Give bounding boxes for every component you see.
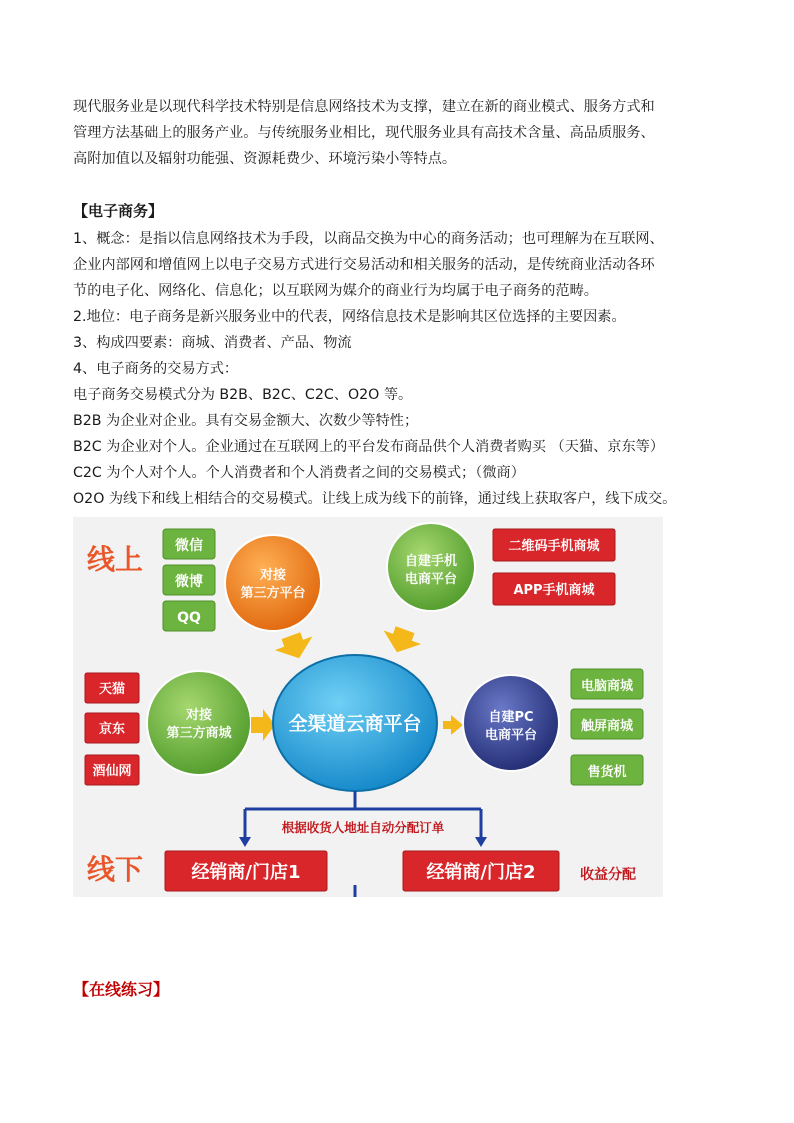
mobile-mall-app [493, 573, 615, 605]
dispatch-label: 根据收货人地址自动分配订单 [281, 820, 445, 835]
body-line: 4、电子商务的交易方式： [73, 361, 239, 377]
circle-label: 电商平台 [484, 728, 538, 743]
body-line: 电子商务交易模式分为 B2B、B2C、C2C、O2O 等。 [73, 387, 413, 403]
social-channel-qq [163, 601, 215, 631]
arrow-down-icon [272, 629, 318, 665]
mall-label: 二维码手机商城 [508, 539, 600, 554]
intro-line: 现代服务业是以现代科学技术特别是信息网络技术为支撑，建立在新的商业模式、服务方式和 [73, 99, 655, 115]
mobile-mall-qrcode [493, 529, 615, 561]
revenue-label: 收益分配 [580, 867, 636, 883]
social-channel-wechat [163, 529, 215, 559]
store-label: 经销商/门店2 [426, 862, 536, 883]
body-line: B2B 为企业对企业。具有交易金额大、次数少等特性； [73, 413, 419, 429]
channel-label: 电脑商城 [580, 679, 634, 694]
circle-label: 第三方平台 [240, 586, 306, 601]
pc-channel-touch-mall [571, 709, 643, 739]
section-title-practice: 【在线练习】 [73, 980, 170, 999]
third-mall-tmall [85, 673, 139, 703]
self-pc-platform-circle [463, 675, 559, 771]
arrow-down-icon [378, 623, 424, 659]
circle-label: 自建PC [488, 710, 534, 725]
pc-channel-desktop-mall [571, 669, 643, 699]
self-mobile-platform-circle [387, 523, 475, 611]
circle-label: 电商平台 [404, 572, 458, 587]
arrow-right-icon [251, 709, 275, 741]
third-mall-jiuxian [85, 755, 139, 785]
pc-channel-vending-machine [571, 755, 643, 785]
omnichannel-cloud-platform [273, 655, 437, 791]
mall-label: 酒仙网 [92, 764, 132, 779]
circle-label: 自建手机 [404, 554, 458, 569]
store-label: 经销商/门店1 [191, 862, 301, 883]
store-box-1 [165, 851, 327, 891]
intro-line: 管理方法基础上的服务产业。与传统服务业相比，现代服务业具有高技术含量、高品质服务、 [73, 125, 655, 141]
social-channel-weibo [163, 565, 215, 595]
store-box-2 [403, 851, 559, 891]
diagram-canvas [73, 517, 663, 897]
body-line: B2C 为企业对个人。企业通过在互联网上的平台发布商品供个人消费者购买 （天猫、京东等） [73, 439, 665, 455]
body-line: C2C 为个人对个人。个人消费者和个人消费者之间的交易模式；（微商） [73, 465, 525, 481]
body-line: 企业内部网和增值网上以电子交易方式进行交易活动和相关服务的活动，是传统商业活动各环 [73, 257, 655, 273]
ecommerce-body [73, 226, 733, 512]
channel-label: 触屏商城 [580, 719, 634, 734]
channel-label: 售货机 [587, 765, 627, 780]
mall-label: APP手机商城 [513, 583, 595, 598]
arrow-left-icon [443, 715, 463, 735]
circle-label: 第三方商城 [166, 726, 232, 741]
mall-label: 天猫 [98, 682, 126, 697]
body-line: O2O 为线下和线上相结合的交易模式。让线上成为线下的前锋，通过线上获取客户，线下成交。 [73, 491, 677, 507]
social-label: 微信 [175, 538, 203, 554]
body-line: 3、构成四要素：商城、消费者、产品、物流 [73, 335, 352, 351]
intro-line: 高附加值以及辐射功能强、资源耗费少、环境污染小等特点。 [73, 151, 457, 167]
mall-label: 京东 [98, 722, 126, 737]
body-line: 节的电子化、网络化、信息化；以互联网为媒介的商业行为均属于电子商务的范畴。 [73, 283, 598, 299]
third-mall-jd [85, 713, 139, 743]
omnichannel-diagram [73, 517, 663, 897]
body-line: 2.地位：电子商务是新兴服务业中的代表，网络信息技术是影响其区位选择的主要因素。 [73, 309, 626, 325]
offline-label: 线下 [87, 853, 144, 886]
center-label: 全渠道云商平台 [288, 713, 422, 735]
third-party-mall-circle [147, 671, 251, 775]
circle-label: 对接 [259, 568, 287, 583]
circle-label: 对接 [185, 708, 213, 723]
social-label: QQ [177, 610, 201, 626]
social-label: 微博 [175, 574, 203, 590]
intro-paragraph [73, 94, 733, 172]
section-title-ecommerce: 【电子商务】 [73, 202, 164, 220]
body-line: 1、概念：是指以信息网络技术为手段，以商品交换为中心的商务活动；也可理解为在互联网、 [73, 231, 664, 247]
third-party-platform-circle [225, 535, 321, 631]
online-label: 线上 [87, 543, 144, 576]
